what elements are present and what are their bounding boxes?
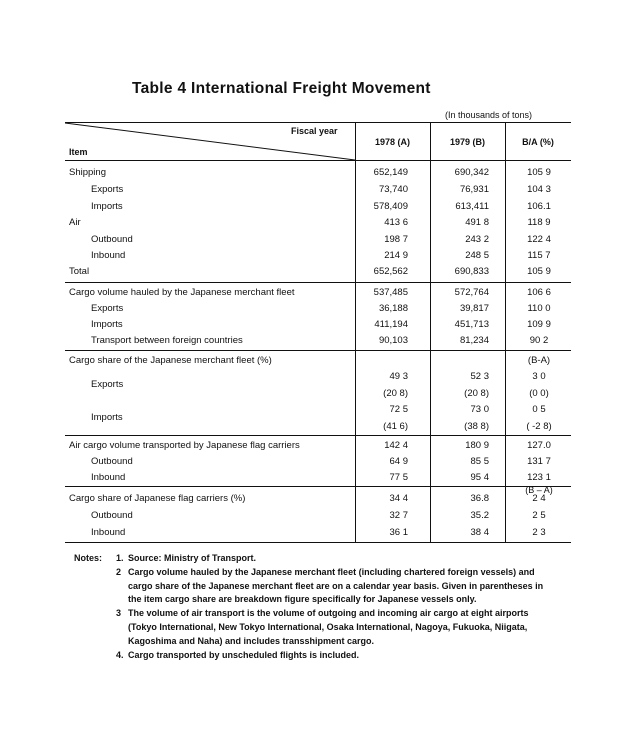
cell-1979: (38 8) (464, 421, 489, 432)
rule-air-cargo (65, 486, 571, 487)
cell-1979: 38 4 (470, 527, 489, 538)
cell-ratio: 118 9 (527, 217, 551, 228)
cell-1979: 180 9 (465, 440, 489, 451)
header-col-ratio: B/A (%) (522, 137, 554, 147)
cell-1979: 690,833 (454, 266, 489, 277)
note-number: 4. (116, 649, 124, 660)
row-label: Cargo share of Japanese flag carriers (%) (69, 493, 246, 504)
rule-merchant (65, 350, 571, 351)
cell-ratio: 90 2 (529, 335, 549, 346)
cell-ratio-subheader: (B – A) (525, 485, 553, 495)
note-text: The volume of air transport is the volume of outgoing and incoming air cargo at eight airports (Tokyo International, New Tokyo International, Osaka International, Nagoya, Fukuoka, Niigata, Kagoshima and Naha) and includes transshipment cargo. (128, 608, 529, 646)
row-label: Exports (91, 303, 124, 314)
rule-top (65, 122, 571, 123)
cell-1978: 198 7 (384, 234, 408, 245)
cell-1978: 652,149 (373, 167, 408, 178)
cell-ratio: 123 1 (527, 472, 551, 483)
cell-ratio: 0 5 (532, 404, 546, 415)
row-label: Outbound (91, 456, 133, 467)
header-item: Item (69, 147, 88, 157)
cell-ratio: 105 9 (527, 167, 551, 178)
cell-1979: 35.2 (470, 510, 489, 521)
cell-ratio: 2 4 (532, 493, 546, 504)
note-text: Cargo transported by unscheduled flights is included. (128, 649, 360, 660)
note-item (74, 566, 544, 607)
row-label: Inbound (91, 527, 126, 538)
rule-share (65, 435, 571, 436)
cell-1979: (20 8) (464, 388, 489, 399)
rule-header (65, 160, 571, 161)
cell-ratio: 131 7 (527, 456, 551, 467)
cell-ratio: 2 5 (532, 510, 546, 521)
cell-ratio: 115 7 (527, 250, 551, 261)
cell-ratio: 106 6 (527, 287, 551, 298)
cell-1979: 85 5 (470, 456, 489, 467)
cell-1978: 413 6 (384, 217, 408, 228)
cell-1978: (20 8) (383, 388, 408, 399)
cell-1978: 32 7 (389, 510, 408, 521)
row-label: Imports (91, 201, 123, 212)
cell-1979: 95 4 (470, 472, 489, 483)
cell-ratio: 110 0 (527, 303, 551, 314)
cell-1978: 652,562 (373, 266, 408, 277)
cell-1978: 34 4 (389, 493, 408, 504)
note-number: 2 (116, 566, 122, 577)
cell-1978: 73,740 (378, 184, 408, 195)
col-rule-2 (430, 122, 431, 542)
cell-ratio: (0 0) (529, 388, 549, 399)
table-title: Table 4 International Freight Movement (132, 80, 431, 97)
header-col-1979: 1979 (B) (449, 137, 485, 147)
cell-1978: 214 9 (384, 250, 408, 261)
cell-1979: 690,342 (454, 167, 489, 178)
row-label: Transport between foreign countries (91, 335, 243, 346)
cell-1978: 537,485 (373, 287, 408, 298)
cell-1979: 248 5 (465, 250, 489, 261)
cell-1978: 411,194 (374, 319, 408, 330)
cell-1979: 39,817 (459, 303, 489, 314)
cell-1979: 613,411 (455, 201, 489, 212)
notes-label: Notes: (74, 553, 103, 563)
cell-ratio: (B-A) (527, 355, 551, 366)
cell-1978: 77 5 (389, 472, 408, 483)
cell-ratio: 105 9 (527, 266, 551, 277)
note-item (74, 607, 544, 648)
cell-ratio: 127.0 (527, 440, 551, 451)
note-text: Cargo volume hauled by the Japanese merchant fleet (including chartered foreign vessels) and cargo share of the Japanese merchant fleet are on a calendar year basis. Given in parentheses in the item cargo share are breakdown figure specifically for Japanese vessels only. (128, 566, 544, 605)
note-item (74, 649, 544, 663)
row-label: Imports (91, 412, 123, 423)
cell-ratio: 104 3 (527, 184, 551, 195)
notes-section (74, 552, 544, 662)
row-label: Outbound (91, 510, 133, 521)
cell-1978: 36 1 (389, 527, 408, 538)
cell-1979: 52 3 (470, 371, 489, 382)
row-label: Imports (91, 319, 123, 330)
cell-1979: 81,234 (459, 335, 489, 346)
cell-1978: 64 9 (389, 456, 408, 467)
row-label: Air cargo volume transported by Japanese flag carriers (69, 440, 300, 451)
cell-ratio: ( -2 8) (526, 421, 552, 432)
note-text: Source: Ministry of Transport. (128, 553, 257, 563)
cell-1978: (41 6) (383, 421, 408, 432)
col-rule-3 (505, 122, 506, 542)
freight-table (65, 122, 571, 545)
cell-1978: 578,409 (373, 201, 408, 212)
row-label: Inbound (91, 250, 126, 261)
cell-1979: 76,931 (459, 184, 489, 195)
cell-ratio: 122 4 (527, 234, 551, 245)
header-col-1978: 1978 (A) (374, 137, 410, 147)
cell-1979: 451,713 (454, 319, 489, 330)
row-label: Shipping (69, 167, 106, 178)
cell-1978: 142 4 (384, 440, 408, 451)
cell-1978: 72 5 (389, 404, 408, 415)
row-label: Inbound (91, 472, 126, 483)
cell-1979: 491 8 (465, 217, 489, 228)
note-number: 3 (116, 608, 122, 619)
row-label: Exports (91, 379, 124, 390)
row-label: Air (69, 217, 81, 228)
row-label: Cargo share of the Japanese merchant fleet (%) (69, 355, 272, 366)
unit-note: (In thousands of tons) (445, 110, 533, 120)
rule-total (65, 282, 571, 283)
cell-1978: 90,103 (378, 335, 408, 346)
cell-ratio: 3 0 (532, 371, 546, 382)
cell-1979: 73 0 (470, 404, 489, 415)
cell-1979: 36.8 (470, 493, 489, 504)
cell-ratio: 106.1 (527, 201, 551, 212)
note-number: 1. (116, 553, 124, 563)
rule-bottom (65, 542, 571, 543)
cell-1979: 243 2 (465, 234, 489, 245)
header-fiscal-year: Fiscal year (291, 126, 338, 136)
cell-1979: 572,764 (454, 287, 489, 298)
cell-ratio: 2 3 (532, 527, 546, 538)
row-label: Exports (91, 184, 124, 195)
cell-1978: 36,188 (378, 303, 408, 314)
cell-ratio: 109 9 (527, 319, 551, 330)
row-label: Total (69, 266, 90, 277)
row-label: Outbound (91, 234, 133, 245)
cell-1978: 49 3 (389, 371, 408, 382)
note-item (74, 552, 544, 566)
row-label: Cargo volume hauled by the Japanese merchant fleet (69, 287, 295, 298)
